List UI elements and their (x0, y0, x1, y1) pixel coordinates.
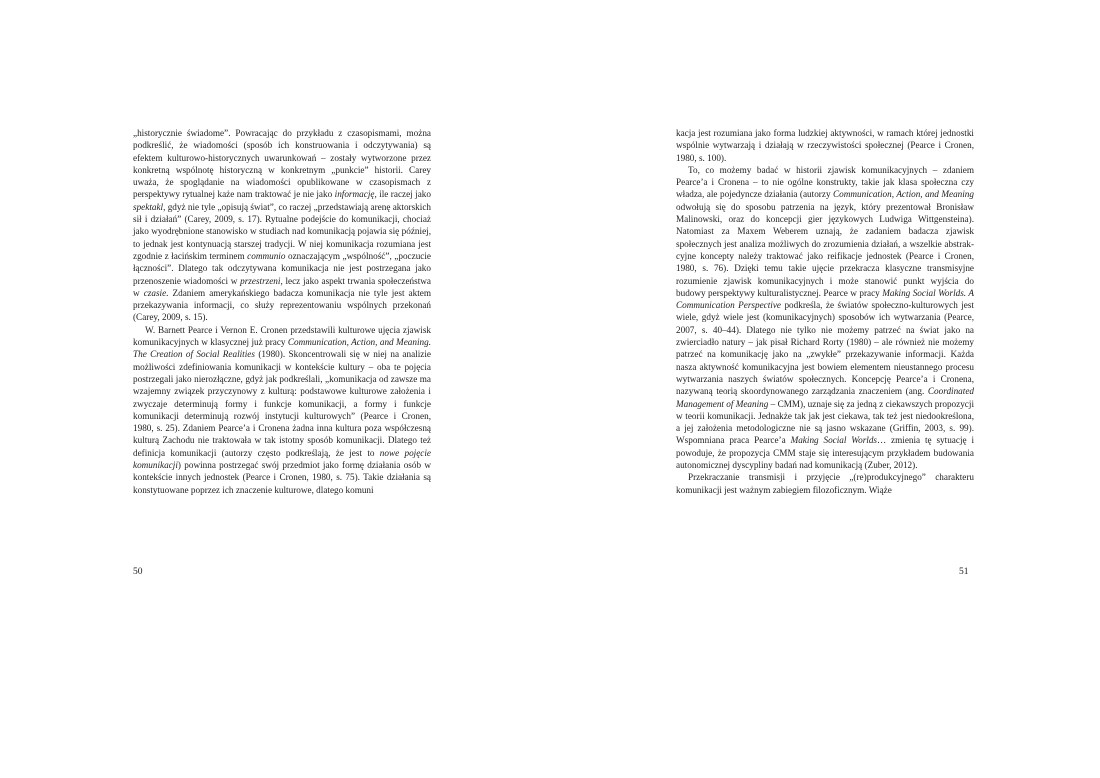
text-run: Przekraczanie transmisji i przyjęcie „(re)produkcyjnego” charakteru komunikacji jest ważnym zabiegiem filozoficznym. Wiąże (676, 472, 974, 495)
right-page-text (676, 127, 974, 496)
italic-text: przestrzeni (240, 275, 281, 286)
paragraph (133, 127, 431, 324)
paragraph (676, 164, 974, 471)
text-run: W. Barnett Pearce i Vernon E. Cronen przedstawili kulturowe ujęcia zjawisk komunikacyjnych w klasycznej już pracy (133, 324, 431, 348)
text-run: „historycznie świadome”. Powracając do przykładu z czasopismami, można podkreślić, że wiadomości (sposób ich konstruowania i odczytywania) są efektem kulturowo-historycznych uwarunkowań – zostały wytworzone przez konkretną wspólnotę historyczną w konkretnym „punkcie” historii. Carey uważa, że spoglądanie na wiadomości opublikowane w czasopismach z perspektywy rytualnej każe nam traktować je nie jako (133, 128, 431, 200)
text-run: To, co możemy badać w historii zjawisk komunikacyjnych – zdaniem Pearce’a i Cronena – to nie ogólne konstrukty, takie jak klasa społeczna czy władza, ale pojedyncze działania (autorzy (676, 164, 974, 200)
text-run: , ile raczej jako (374, 189, 431, 200)
italic-text: czasie (143, 287, 167, 298)
page-number-left: 50 (133, 567, 143, 577)
text-run: … zmienia tę sytuację i powoduje, że propozycja CMM staje się interesującym przykładem budowania autonomicznej dyscypliny badań nad komunikacją (Zuber, 2012). (676, 435, 974, 471)
text-run: – CMM), uznaje się za jedną z ciekawszych propozycji w teorii komunikacji. Jednakże tak jak jest ciekawa, tak też jest niedookreślona, a jej założenia metodologiczne nie są jasno wskazane (Griffin, 2003, s. 99). Wspomniana praca Pearce’a (676, 398, 974, 446)
italic-text: Communication, Action, and Meaning (833, 189, 974, 200)
italic-text: Making Social Worlds (790, 435, 878, 446)
italic-text: spektakl (133, 201, 164, 212)
italic-text: informację (334, 189, 375, 200)
italic-text: Communication, Action, and Meaning. The Creation of Social Realities (133, 337, 431, 360)
left-page-text (133, 127, 431, 496)
text-run: odwołują się do sposobu patrzenia na język, który prezentował Bronisław Malinowski, oraz do koncepcji gier językowych Ludwiga Wittgensteina). Natomiast za Maxem Weberem uznają, że zadaniem badacza zjawisk społecznych jest analiza możliwych do zrozumienia działań, a wszelkie abstrakcyjne koncepty należy traktować jako reifikacje jednostek (Pearce i Cronen, 1980, s. 76). Dzięki temu takie ujęcie przekracza klasyczne transmisyjne rozumienie zjawisk komunikacyjnych i może stanowić punkt wyjścia do budowy perspektywy kulturalistycznej. Pearce w pracy (676, 201, 974, 298)
paragraph (676, 127, 974, 164)
text-run: kacja jest rozumiana jako forma ludzkiej aktywności, w ramach której jednostki wspólnie wytwarzają i działają w rzeczywistości społecznej (Pearce i Cronen, 1980, s. 100). (676, 128, 974, 163)
italic-text: Coordinated Management of Meaning (676, 386, 974, 409)
text-run: ) powinna postrzegać swój przedmiot jako formę działania osób w kontekście innych jednostek (Pearce i Cronen, 1980, s. 75). Takie działania są konstytuowane poprzez ich znaczenie kulturowe, dlatego komuni (133, 460, 431, 495)
italic-text: nowe pojęcie komunikacji (133, 447, 432, 471)
italic-text: communio (247, 250, 286, 261)
paragraph (676, 471, 974, 496)
text-run: . Zdaniem amerykańskiego badacza komunikacja nie tyle jest aktem przekazywania informacji, co służy reprezentowaniu wspólnych przekonań (Carey, 2009, s. 15). (133, 287, 431, 323)
text-run: podkreśla, że światów społeczno-kulturowych jest wiele, gdyż wiele jest (komunikacyjnych) sposobów ich wytwarzania (Pearce, 2007, s. 40–44). Dlatego nie tylko nie możemy patrzeć na świat jako na zwierciadło natury – jak pisał Richard Rorty (1980) – ale również nie możemy patrzeć na komunikację jako na „zwykłe” przekazywanie informacji. Każda nasza aktywność komunikacyjna jest bowiem elementem nieustannego procesu wytwarzania naszych światów społecznych. Koncepcję Pearce’a i Cronena, nazywaną teorią skoordynowanego zarządzania znaczeniem (ang. (676, 300, 974, 397)
page-number-right: 51 (959, 567, 969, 577)
paragraph (133, 324, 431, 496)
text-run: (1980). Skoncentrowali się w niej na analizie możliwości zdefiniowania komunikacji w kontekście kultury – oba te pojęcia postrzegali jako nierozłączne, gdyż jak podkreślali, „komunikacja od zawsze ma wzajemny związek przyczynowy z kulturą: podstawowe kulturowe założenia i zwyczaje determinują formy i funkcje komunikacji, a formy i funkcje komunikacji determinują rozwój instytucji kulturowych” (Pearce i Cronen, 1980, s. 25). Zdaniem Pearce’a i Cronena żadna inna kultura poza współczesną kulturą Zachodu nie traktowała w tak istotny sposób komunikacji. Dlatego też definicja komunikacji (autorzy często podkreślają, że jest to (133, 349, 431, 458)
text-run: , lecz jako aspekt trwania społeczeństwa w (133, 275, 431, 298)
italic-text: Making Social Worlds. A Communication Perspective (676, 287, 974, 311)
text-run: , gdyż nie tyle „opisują świat”, co raczej „przedstawiają arenę aktorskich sił i działań” (Carey, 2009, s. 17). Rytualne podejście do komunikacji, chociaż jako wyodrębnione stanowisko w studiach nad komunikacją pojawia się później, to jednak jest kontynuacją starszej tradycji. W niej komunikacja rozumiana jest zgodnie z łacińskim terminem (133, 201, 431, 261)
text-run: oznaczającym „wspólność”, „poczucie łączności”. Dlatego tak odczytywana komunikacja nie jest postrzegana jako przenoszenie wiadomości w (133, 250, 431, 286)
